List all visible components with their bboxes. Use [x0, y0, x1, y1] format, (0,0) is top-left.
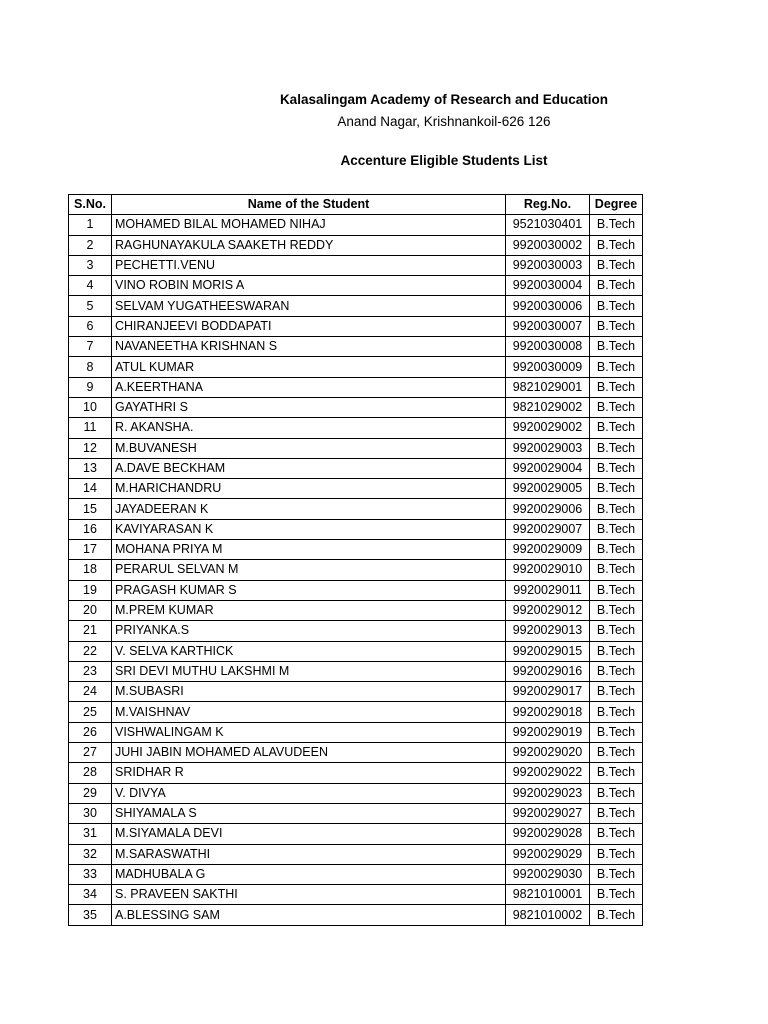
cell-student-name: JUHI JABIN MOHAMED ALAVUDEEN: [112, 743, 506, 763]
cell-sno: 20: [69, 600, 112, 620]
cell-regno: 9920029010: [506, 560, 590, 580]
table-row: [69, 357, 643, 377]
cell-degree: B.Tech: [590, 418, 643, 438]
cell-degree: B.Tech: [590, 215, 643, 235]
column-header-degree: Degree: [590, 195, 643, 215]
cell-student-name: NAVANEETHA KRISHNAN S: [112, 337, 506, 357]
cell-regno: 9821010001: [506, 885, 590, 905]
table-row: [69, 337, 643, 357]
cell-sno: 5: [69, 296, 112, 316]
table-row: [69, 418, 643, 438]
cell-student-name: A.BLESSING SAM: [112, 905, 506, 925]
cell-degree: B.Tech: [590, 519, 643, 539]
cell-student-name: V. SELVA KARTHICK: [112, 641, 506, 661]
cell-regno: 9920029023: [506, 783, 590, 803]
cell-sno: 33: [69, 864, 112, 884]
cell-sno: 4: [69, 276, 112, 296]
cell-degree: B.Tech: [590, 499, 643, 519]
table-row: [69, 783, 643, 803]
cell-student-name: M.PREM KUMAR: [112, 600, 506, 620]
cell-regno: 9920029016: [506, 661, 590, 681]
table-row: [69, 316, 643, 336]
cell-regno: 9920029002: [506, 418, 590, 438]
cell-sno: 6: [69, 316, 112, 336]
cell-sno: 21: [69, 621, 112, 641]
cell-degree: B.Tech: [590, 702, 643, 722]
cell-sno: 9: [69, 377, 112, 397]
cell-sno: 15: [69, 499, 112, 519]
cell-degree: B.Tech: [590, 722, 643, 742]
table-body: [69, 215, 643, 925]
table-row: [69, 661, 643, 681]
cell-regno: 9920029007: [506, 519, 590, 539]
cell-sno: 14: [69, 479, 112, 499]
cell-student-name: M.SIYAMALA DEVI: [112, 824, 506, 844]
cell-student-name: V. DIVYA: [112, 783, 506, 803]
cell-sno: 29: [69, 783, 112, 803]
cell-sno: 23: [69, 661, 112, 681]
table-row: [69, 296, 643, 316]
cell-degree: B.Tech: [590, 621, 643, 641]
cell-sno: 24: [69, 682, 112, 702]
cell-sno: 2: [69, 235, 112, 255]
table-row: [69, 580, 643, 600]
cell-degree: B.Tech: [590, 255, 643, 275]
table-row: [69, 641, 643, 661]
table-row: [69, 743, 643, 763]
cell-regno: 9920030002: [506, 235, 590, 255]
cell-degree: B.Tech: [590, 580, 643, 600]
cell-degree: B.Tech: [590, 357, 643, 377]
cell-student-name: VISHWALINGAM K: [112, 722, 506, 742]
cell-degree: B.Tech: [590, 235, 643, 255]
column-header-name: Name of the Student: [112, 195, 506, 215]
cell-student-name: VINO ROBIN MORIS A: [112, 276, 506, 296]
table-row: [69, 397, 643, 417]
cell-degree: B.Tech: [590, 276, 643, 296]
cell-student-name: RAGHUNAYAKULA SAAKETH REDDY: [112, 235, 506, 255]
table-row: [69, 458, 643, 478]
table-row: [69, 255, 643, 275]
cell-sno: 18: [69, 560, 112, 580]
cell-student-name: A.DAVE BECKHAM: [112, 458, 506, 478]
cell-degree: B.Tech: [590, 844, 643, 864]
cell-student-name: M.BUVANESH: [112, 438, 506, 458]
cell-student-name: A.KEERTHANA: [112, 377, 506, 397]
cell-degree: B.Tech: [590, 864, 643, 884]
table-row: [69, 540, 643, 560]
table-row: [69, 905, 643, 925]
cell-regno: 9920030007: [506, 316, 590, 336]
list-title: Accenture Eligible Students List: [340, 153, 548, 168]
cell-regno: 9920029028: [506, 824, 590, 844]
table-row: [69, 499, 643, 519]
cell-regno: 9920029011: [506, 580, 590, 600]
cell-degree: B.Tech: [590, 296, 643, 316]
cell-sno: 17: [69, 540, 112, 560]
cell-degree: B.Tech: [590, 600, 643, 620]
table-row: [69, 763, 643, 783]
table-row: [69, 560, 643, 580]
table-row: [69, 722, 643, 742]
cell-degree: B.Tech: [590, 337, 643, 357]
cell-degree: B.Tech: [590, 560, 643, 580]
cell-sno: 13: [69, 458, 112, 478]
cell-sno: 31: [69, 824, 112, 844]
table-row: [69, 844, 643, 864]
cell-sno: 35: [69, 905, 112, 925]
cell-degree: B.Tech: [590, 661, 643, 681]
table-row: [69, 803, 643, 823]
cell-sno: 19: [69, 580, 112, 600]
cell-sno: 34: [69, 885, 112, 905]
cell-sno: 10: [69, 397, 112, 417]
cell-regno: 9920029019: [506, 722, 590, 742]
cell-student-name: PERARUL SELVAN M: [112, 560, 506, 580]
table-row: [69, 438, 643, 458]
cell-sno: 28: [69, 763, 112, 783]
cell-degree: B.Tech: [590, 377, 643, 397]
cell-student-name: SELVAM YUGATHEESWARAN: [112, 296, 506, 316]
cell-student-name: SHIYAMALA S: [112, 803, 506, 823]
cell-degree: B.Tech: [590, 824, 643, 844]
cell-student-name: S. PRAVEEN SAKTHI: [112, 885, 506, 905]
cell-regno: 9920030009: [506, 357, 590, 377]
cell-student-name: MOHANA PRIYA M: [112, 540, 506, 560]
institution-name: Kalasalingam Academy of Research and Education: [279, 92, 609, 107]
table-row: [69, 215, 643, 235]
cell-regno: 9920029003: [506, 438, 590, 458]
cell-degree: B.Tech: [590, 458, 643, 478]
table-row: [69, 702, 643, 722]
cell-degree: B.Tech: [590, 682, 643, 702]
cell-student-name: CHIRANJEEVI BODDAPATI: [112, 316, 506, 336]
cell-degree: B.Tech: [590, 316, 643, 336]
cell-sno: 7: [69, 337, 112, 357]
cell-student-name: MOHAMED BILAL MOHAMED NIHAJ: [112, 215, 506, 235]
cell-regno: 9920030008: [506, 337, 590, 357]
cell-regno: 9920029030: [506, 864, 590, 884]
table-row: [69, 885, 643, 905]
table-row: [69, 377, 643, 397]
cell-student-name: R. AKANSHA.: [112, 418, 506, 438]
cell-regno: 9920029022: [506, 763, 590, 783]
cell-degree: B.Tech: [590, 905, 643, 925]
cell-sno: 30: [69, 803, 112, 823]
table-row: [69, 276, 643, 296]
cell-degree: B.Tech: [590, 885, 643, 905]
cell-sno: 32: [69, 844, 112, 864]
table-row: [69, 479, 643, 499]
cell-regno: 9920030003: [506, 255, 590, 275]
cell-regno: 9920029017: [506, 682, 590, 702]
cell-regno: 9821029001: [506, 377, 590, 397]
cell-regno: 9920030006: [506, 296, 590, 316]
cell-regno: 9920029013: [506, 621, 590, 641]
cell-student-name: ATUL KUMAR: [112, 357, 506, 377]
cell-student-name: GAYATHRI S: [112, 397, 506, 417]
cell-sno: 1: [69, 215, 112, 235]
cell-sno: 22: [69, 641, 112, 661]
cell-student-name: SRIDHAR R: [112, 763, 506, 783]
cell-student-name: SRI DEVI MUTHU LAKSHMI M: [112, 661, 506, 681]
cell-regno: 9920029006: [506, 499, 590, 519]
cell-degree: B.Tech: [590, 803, 643, 823]
cell-sno: 3: [69, 255, 112, 275]
cell-student-name: KAVIYARASAN K: [112, 519, 506, 539]
table-row: [69, 600, 643, 620]
cell-degree: B.Tech: [590, 641, 643, 661]
cell-regno: 9920029005: [506, 479, 590, 499]
cell-regno: 9920029009: [506, 540, 590, 560]
students-table: [68, 194, 643, 926]
cell-regno: 9920029012: [506, 600, 590, 620]
cell-student-name: PECHETTI.VENU: [112, 255, 506, 275]
cell-degree: B.Tech: [590, 438, 643, 458]
cell-regno: 9920029020: [506, 743, 590, 763]
cell-sno: 26: [69, 722, 112, 742]
cell-sno: 16: [69, 519, 112, 539]
cell-student-name: M.SUBASRI: [112, 682, 506, 702]
cell-degree: B.Tech: [590, 783, 643, 803]
cell-sno: 12: [69, 438, 112, 458]
cell-regno: 9920030004: [506, 276, 590, 296]
cell-degree: B.Tech: [590, 763, 643, 783]
table-row: [69, 519, 643, 539]
cell-degree: B.Tech: [590, 743, 643, 763]
cell-student-name: MADHUBALA G: [112, 864, 506, 884]
table-row: [69, 824, 643, 844]
table-header-row: [69, 195, 643, 215]
cell-degree: B.Tech: [590, 540, 643, 560]
cell-regno: 9920029004: [506, 458, 590, 478]
column-header-sno: S.No.: [69, 195, 112, 215]
cell-student-name: PRAGASH KUMAR S: [112, 580, 506, 600]
institution-address: Anand Nagar, Krishnankoil-626 126: [337, 114, 551, 129]
cell-regno: 9920029027: [506, 803, 590, 823]
cell-regno: 9920029018: [506, 702, 590, 722]
table-row: [69, 235, 643, 255]
cell-student-name: M.SARASWATHI: [112, 844, 506, 864]
cell-regno: 9521030401: [506, 215, 590, 235]
cell-regno: 9821029002: [506, 397, 590, 417]
cell-sno: 8: [69, 357, 112, 377]
cell-degree: B.Tech: [590, 397, 643, 417]
table-row: [69, 864, 643, 884]
cell-sno: 11: [69, 418, 112, 438]
cell-student-name: M.HARICHANDRU: [112, 479, 506, 499]
cell-degree: B.Tech: [590, 479, 643, 499]
cell-regno: 9920029015: [506, 641, 590, 661]
cell-student-name: M.VAISHNAV: [112, 702, 506, 722]
column-header-regno: Reg.No.: [506, 195, 590, 215]
cell-sno: 27: [69, 743, 112, 763]
cell-student-name: PRIYANKA.S: [112, 621, 506, 641]
table-row: [69, 682, 643, 702]
cell-regno: 9821010002: [506, 905, 590, 925]
cell-student-name: JAYADEERAN K: [112, 499, 506, 519]
cell-sno: 25: [69, 702, 112, 722]
cell-regno: 9920029029: [506, 844, 590, 864]
table-row: [69, 621, 643, 641]
